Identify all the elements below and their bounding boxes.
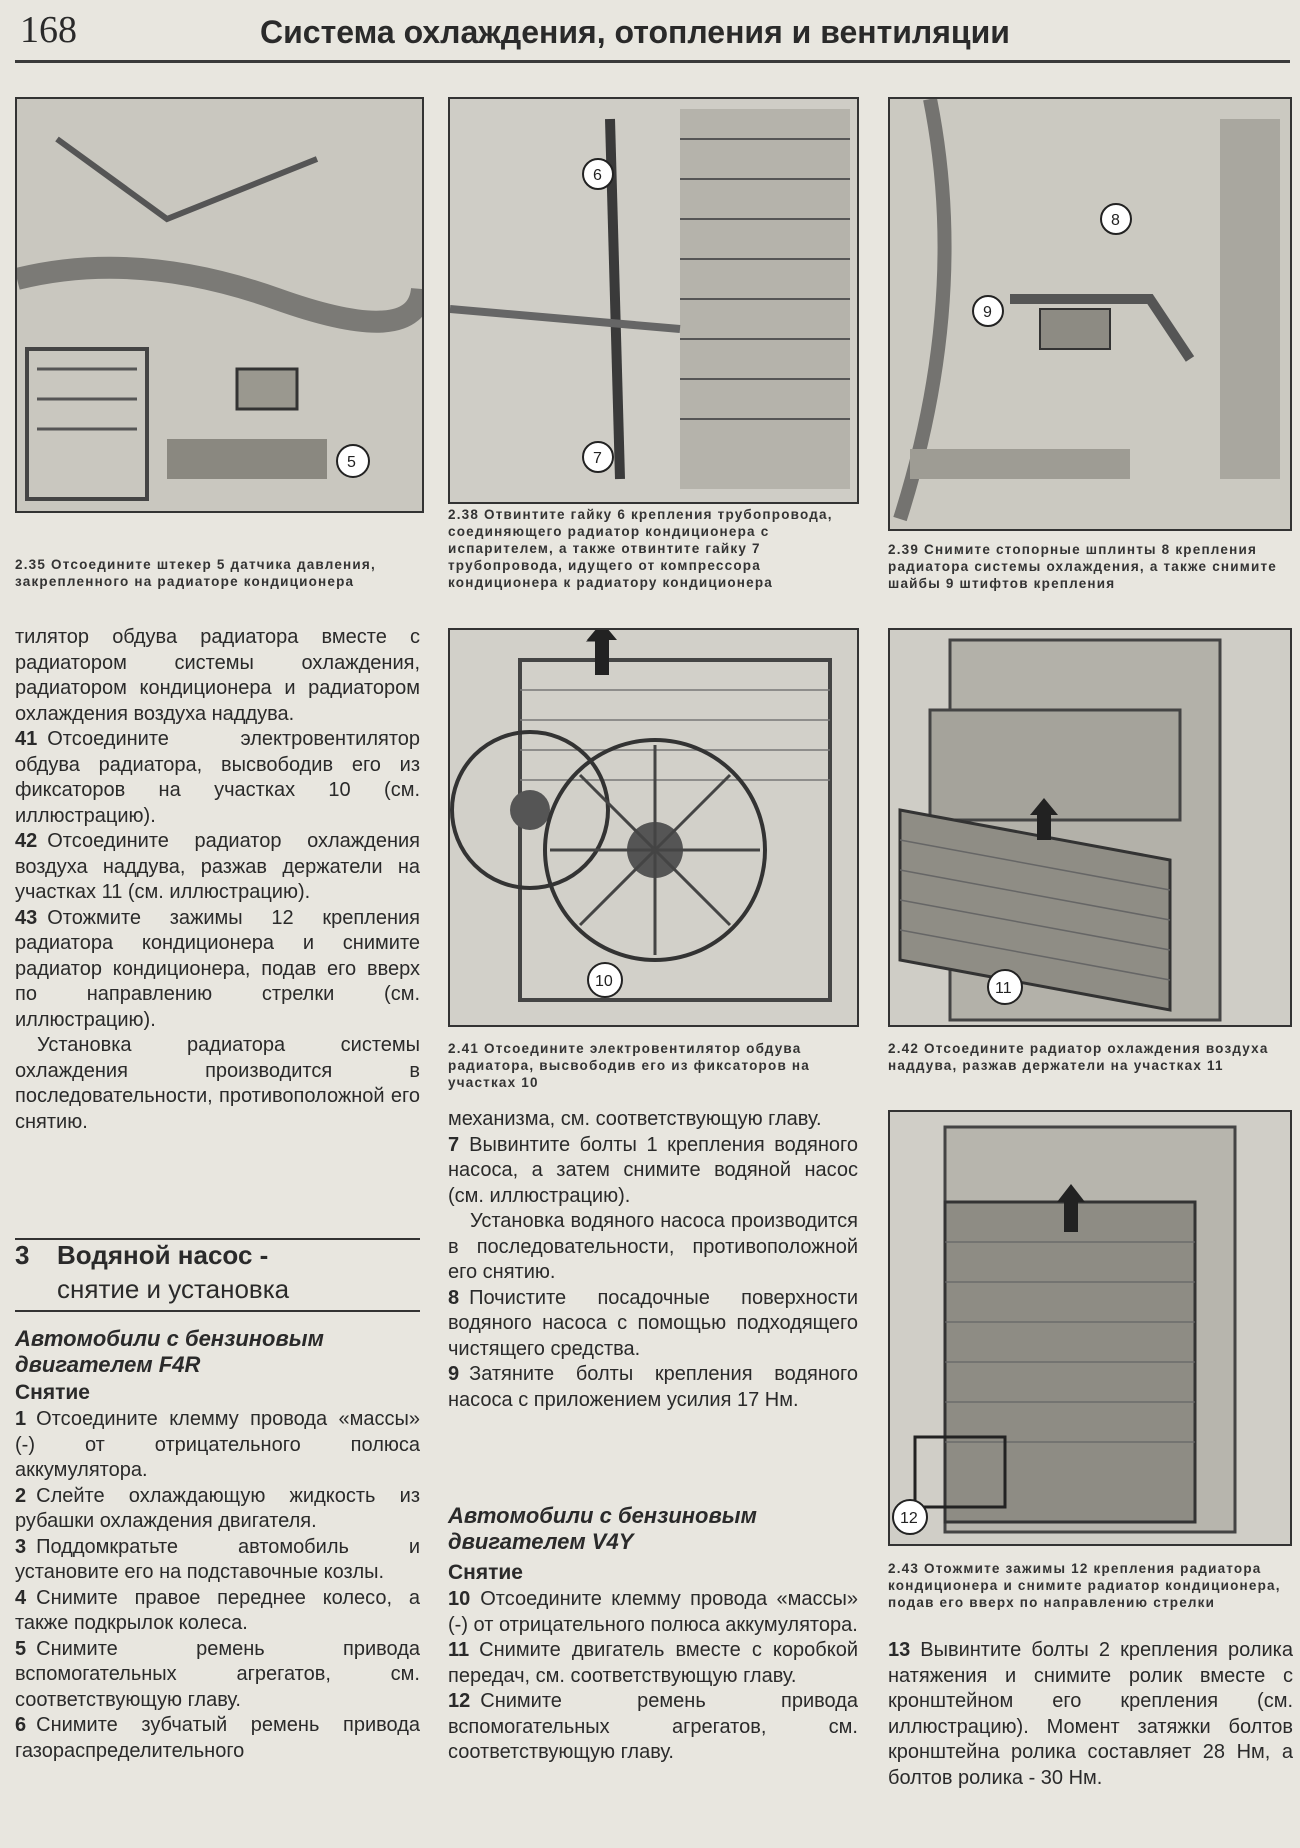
figure-2-35 <box>15 97 424 513</box>
caption-2-35: 2.35 Отсоедините штекер 5 датчика давления, закрепленного на радиаторе кондиционера <box>15 557 376 589</box>
step-41: 41 Отсоедините электровентилятор обдува радиатора, высвободив его из фиксаторов на участках 10 (см. иллюстрацию). <box>15 728 420 827</box>
left-column-text <box>15 625 420 1135</box>
step-6: 6 Снимите зубчатый ремень привода газораспределительного <box>15 1714 420 1762</box>
callout-6: 6 <box>593 167 602 184</box>
header-rule <box>15 60 1290 63</box>
step-3: 3 Поддомкратьте автомобиль и установите его на подставочные козлы. <box>15 1535 420 1583</box>
right-column-text <box>888 1638 1293 1791</box>
continuation: механизма, см. соответствующую главу. <box>448 1108 822 1130</box>
figure-2-42-illustration <box>890 630 1290 1025</box>
figure-2-38 <box>448 97 859 504</box>
install-note-radiator: Установка радиатора системы охлаждения производится в последовательности, противоположной его снятию. <box>15 1034 420 1133</box>
step-9: 9 Затяните болты крепления водяного насоса с приложением усилия 17 Нм. <box>448 1363 858 1411</box>
callout-8: 8 <box>1111 212 1120 229</box>
figure-2-43 <box>888 1110 1292 1546</box>
middle-removal-steps <box>448 1587 858 1766</box>
section-bottom-rule <box>15 1310 420 1312</box>
removal-heading-left: Снятие <box>15 1381 90 1404</box>
page-title: Система охлаждения, отопления и вентиляции <box>260 14 1010 50</box>
engine-heading-f4r: Автомобили с бензиновым двигателем F4R <box>15 1326 324 1377</box>
left-removal-steps <box>15 1407 420 1764</box>
engine-heading-v4y: Автомобили с бензиновым двигателем V4Y <box>448 1503 757 1554</box>
removal-heading-middle: Снятие <box>448 1561 523 1584</box>
step-13: 13 Вывинтите болты 2 крепления ролика натяжения и снимите ролик вместе с кронштейном его крепления (см. иллюстрацию). Момент затяжки болтов кронштейна ролика составляет 28 Нм, а болтов ролика - 30 Нм. <box>888 1639 1293 1789</box>
middle-column-text <box>448 1107 858 1413</box>
figure-2-41-illustration <box>450 630 857 1025</box>
step-5: 5 Снимите ремень привода вспомогательных агрегатов, см. соответствующую главу. <box>15 1637 420 1711</box>
step-43: 43 Отожмите зажимы 12 крепления радиатора кондиционера и снимите радиатор кондиционера, подав его вверх по направлению стрелки (см. иллюстрацию). <box>15 906 420 1031</box>
figure-2-43-illustration <box>890 1112 1290 1544</box>
step-42: 42 Отсоедините радиатор охлаждения воздуха наддува, разжав держатели на участках 11 (см. иллюстрацию). <box>15 830 420 903</box>
section-subtitle: снятие и установка <box>57 1274 290 1304</box>
figure-2-35-illustration <box>17 99 422 511</box>
step-2: 2 Слейте охлаждающую жидкость из рубашки охлаждения двигателя. <box>15 1484 420 1532</box>
caption-2-43: 2.43 Отожмите зажимы 12 крепления радиатора кондиционера и снимите радиатор кондиционера, подав его вверх по направлению стрелки <box>888 1561 1281 1610</box>
figure-2-41 <box>448 628 859 1027</box>
caption-2-39: 2.39 Снимите стопорные шплинты 8 крепления радиатора системы охлаждения, а также снимите шайбы 9 штифтов крепления <box>888 542 1277 591</box>
callout-7: 7 <box>593 450 602 467</box>
figure-2-38-illustration <box>450 99 857 502</box>
figure-2-42 <box>888 628 1292 1027</box>
callout-12: 12 <box>900 1510 918 1527</box>
page-number: 168 <box>20 9 77 51</box>
callout-9: 9 <box>983 304 992 321</box>
section-number: 3 <box>15 1240 30 1270</box>
figure-2-39 <box>888 97 1292 531</box>
callout-11: 11 <box>995 980 1012 997</box>
step-10: 10 Отсоедините клемму провода «массы» (-) от отрицательного полюса аккумулятора. <box>448 1588 858 1636</box>
step-1: 1 Отсоедините клемму провода «массы» (-) от отрицательного полюса аккумулятора. <box>15 1408 420 1481</box>
step-7: 7 Вывинтите болты 1 крепления водяного насоса, а затем снимите водяной насос (см. иллюстрацию). <box>448 1133 858 1207</box>
section-title: Водяной насос - <box>57 1240 269 1270</box>
install-note-pump: Установка водяного насоса производится в последовательности, противоположной его снятию. <box>448 1210 858 1283</box>
step-8: 8 Почистите посадочные поверхности водяного насоса с помощью подходящего чистящего средства. <box>448 1286 858 1360</box>
figure-2-39-illustration <box>890 99 1290 529</box>
step-11: 11 Снимите двигатель вместе с коробкой передач, см. соответствующую главу. <box>448 1639 858 1687</box>
step-4: 4 Снимите правое переднее колесо, а также подкрылок колеса. <box>15 1586 420 1634</box>
step-12: 12 Снимите ремень привода вспомогательных агрегатов, см. соответствующую главу. <box>448 1690 858 1763</box>
caption-2-38: 2.38 Отвинтите гайку 6 крепления трубопровода, соединяющего радиатор кондиционера с испарителем, а также отвинтите гайку 7 трубопровода, идущего от компрессора кондиционера к радиатору кондиционера <box>448 507 833 590</box>
callout-10: 10 <box>595 973 613 990</box>
intro-paragraph: тилятор обдува радиатора вместе с радиатором системы охлаждения, радиатором кондиционера и радиатором охлаждения воздуха наддува. <box>15 626 420 725</box>
caption-2-41: 2.41 Отсоедините электровентилятор обдува радиатора, высвободив его из фиксаторов на участках 10 <box>448 1041 810 1090</box>
caption-2-42: 2.42 Отсоедините радиатор охлаждения воздуха наддува, разжав держатели на участках 11 <box>888 1041 1269 1073</box>
callout-5: 5 <box>347 454 356 471</box>
